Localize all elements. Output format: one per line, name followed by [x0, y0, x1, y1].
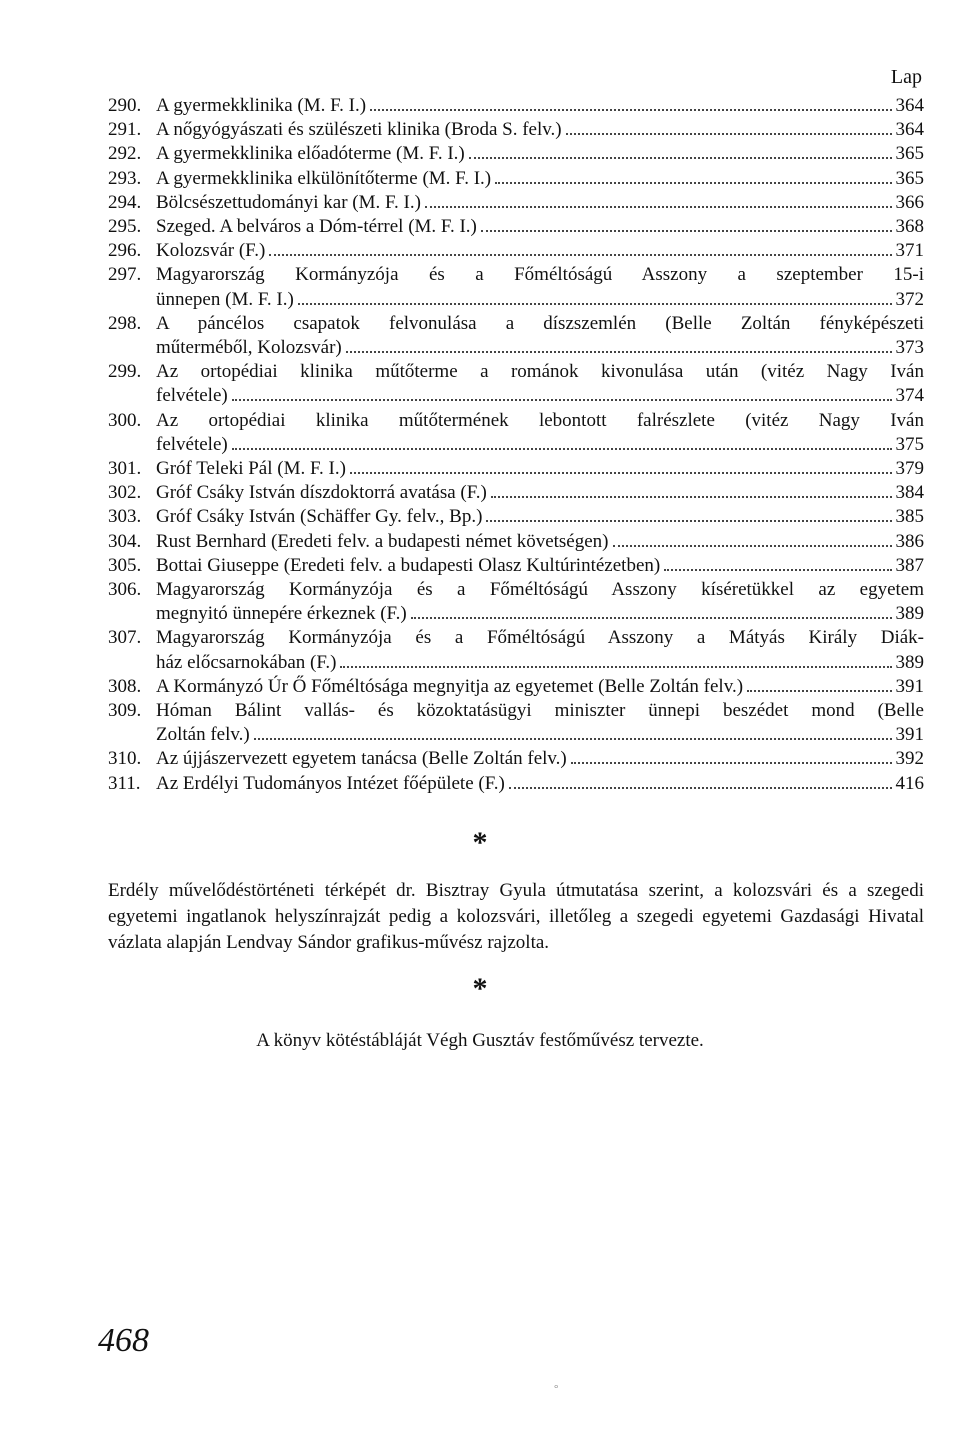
entry-title-text: Szeged. A belváros a Dóm-térrel (M. F. I.)	[156, 216, 477, 238]
entry-title-line: Az ortopédiai klinika műtőtermének lebontott falrészlete (vitéz Nagy Iván	[156, 409, 924, 431]
separator-star: *	[472, 972, 488, 1005]
entry-body	[156, 699, 924, 747]
toc-entry	[108, 94, 924, 118]
entry-body	[156, 481, 924, 505]
entry-title-last-line	[156, 288, 924, 312]
entry-title-text: Bölcsészettudományi kar (M. F. I.)	[156, 191, 421, 213]
entry-title-text: ház előcsarnokában (F.)	[156, 651, 337, 673]
entry-title-text: Gróf Csáky István (Schäffer Gy. felv., Bp.)	[156, 506, 483, 528]
entry-body	[156, 142, 924, 166]
dot-leader	[481, 229, 892, 232]
entry-title-last-line	[156, 602, 924, 626]
toc-entry	[108, 312, 924, 360]
entry-page-number: 389	[895, 603, 924, 625]
entry-page-number: 365	[895, 143, 924, 165]
toc-entry	[108, 167, 924, 191]
entry-number: 303.	[108, 506, 142, 528]
toc-entry	[108, 481, 924, 505]
entry-title-last-line	[156, 118, 924, 142]
toc-entry	[108, 699, 924, 747]
toc-entry	[108, 554, 924, 578]
entry-title-last-line	[156, 651, 924, 675]
entry-title-text: Rust Bernhard (Eredeti felv. a budapesti német követségen)	[156, 530, 609, 552]
entry-page-number: 374	[895, 385, 924, 407]
dot-leader	[232, 398, 892, 401]
toc-entry	[108, 747, 924, 771]
entry-body	[156, 747, 924, 771]
entry-number: 299.	[108, 361, 142, 383]
entry-page-number: 389	[895, 651, 924, 673]
entry-page-number: 366	[895, 191, 924, 213]
entry-number: 300.	[108, 409, 142, 431]
entry-title-line: Hóman Bálint vallás- és közoktatásügyi miniszter ünnepi beszédet mond (Belle	[156, 700, 924, 722]
entry-body	[156, 772, 924, 796]
entry-title-text: ünnepen (M. F. I.)	[156, 288, 294, 310]
entry-body	[156, 94, 924, 118]
entry-title-last-line	[156, 142, 924, 166]
entry-number: 296.	[108, 240, 142, 262]
entry-page-number: 364	[895, 119, 924, 141]
dot-leader	[495, 181, 891, 184]
entry-title-text: A Kormányzó Úr Ő Főméltósága megnyitja az egyetemet (Belle Zoltán felv.)	[156, 675, 744, 697]
entry-page-number: 371	[895, 240, 924, 262]
entry-title-last-line	[156, 554, 924, 578]
entry-number: 293.	[108, 167, 142, 189]
toc-entry	[108, 530, 924, 554]
dot-leader	[509, 786, 892, 789]
entry-title-text: Az újjászervezett egyetem tanácsa (Belle Zoltán felv.)	[156, 748, 567, 770]
entry-number: 294.	[108, 191, 142, 213]
dot-leader	[747, 689, 891, 692]
entry-number: 310.	[108, 748, 142, 770]
toc-entry	[108, 142, 924, 166]
dot-leader	[298, 302, 892, 305]
entry-title-text: műterméből, Kolozsvár)	[156, 337, 342, 359]
entry-title-line: Magyarország Kormányzója és a Főméltóságú Asszony kíséretükkel az egyetem	[156, 579, 924, 601]
entry-page-number: 416	[895, 772, 924, 794]
entry-title-last-line	[156, 530, 924, 554]
entry-title-last-line	[156, 336, 924, 360]
separator-star: *	[472, 826, 488, 859]
entry-body	[156, 578, 924, 626]
entry-title-last-line	[156, 457, 924, 481]
entry-page-number: 392	[895, 748, 924, 770]
entry-number: 290.	[108, 95, 142, 116]
entry-number: 311.	[108, 772, 141, 794]
entry-title-text: Gróf Csáky István díszdoktorrá avatása (F.)	[156, 482, 487, 504]
entry-body	[156, 554, 924, 578]
entry-title-text: Bottai Giuseppe (Eredeti felv. a budapesti Olasz Kultúrintézetben)	[156, 554, 661, 576]
entry-page-number: 385	[895, 506, 924, 528]
entry-body	[156, 530, 924, 554]
entry-number: 306.	[108, 579, 142, 601]
entry-title-last-line	[156, 384, 924, 408]
entry-number: 309.	[108, 700, 142, 722]
toc-entry	[108, 626, 924, 674]
dot-leader	[350, 471, 892, 474]
dot-leader	[613, 544, 892, 547]
dot-leader	[491, 495, 892, 498]
entry-body	[156, 409, 924, 457]
entry-body	[156, 167, 924, 191]
toc-entry	[108, 118, 924, 142]
dot-leader	[254, 737, 892, 740]
toc-entry	[108, 457, 924, 481]
print-mark: °	[554, 1383, 559, 1395]
entry-number: 297.	[108, 264, 142, 286]
entry-title-text: A nőgyógyászati és szülészeti klinika (Broda S. felv.)	[156, 119, 562, 141]
entry-page-number: 391	[895, 675, 924, 697]
entry-page-number: 365	[895, 167, 924, 189]
page-number: 468	[98, 1322, 149, 1359]
entry-body	[156, 457, 924, 481]
entry-page-number: 387	[895, 554, 924, 576]
entry-title-line: Az ortopédiai klinika műtőterme a románok kivonulása után (vitéz Nagy Iván	[156, 361, 924, 383]
entry-body	[156, 118, 924, 142]
toc-entry	[108, 360, 924, 408]
entry-title-text: A gyermekklinika elkülönítőterme (M. F. I.)	[156, 167, 492, 189]
entry-page-number: 386	[895, 530, 924, 552]
dot-leader	[411, 616, 892, 619]
toc-entry	[108, 191, 924, 215]
entry-number: 298.	[108, 312, 142, 334]
toc-entry	[108, 675, 924, 699]
dot-leader	[346, 350, 892, 353]
illustration-list	[108, 94, 924, 796]
dot-leader	[566, 132, 892, 135]
entry-title-text: megnyitó ünnepére érkeznek (F.)	[156, 603, 407, 625]
dot-leader	[340, 665, 891, 668]
entry-body	[156, 263, 924, 311]
entry-page-number: 375	[895, 433, 924, 455]
entry-title-last-line	[156, 675, 924, 699]
entry-body	[156, 215, 924, 239]
entry-title-text: A gyermekklinika előadóterme (M. F. I.)	[156, 143, 465, 165]
entry-title-text: Gróf Teleki Pál (M. F. I.)	[156, 458, 346, 480]
entry-number: 292.	[108, 143, 142, 165]
entry-title-text: Kolozsvár (F.)	[156, 240, 266, 262]
entry-title-last-line	[156, 747, 924, 771]
entry-number: 307.	[108, 627, 142, 649]
entry-title-line: A páncélos csapatok felvonulása a díszszemlén (Belle Zoltán fényképészeti	[156, 312, 924, 334]
toc-entry	[108, 263, 924, 311]
dot-leader	[425, 205, 892, 208]
entry-title-text: Zoltán felv.)	[156, 724, 250, 746]
entry-title-last-line	[156, 481, 924, 505]
entry-body	[156, 675, 924, 699]
entry-body	[156, 505, 924, 529]
entry-body	[156, 312, 924, 360]
toc-entry	[108, 239, 924, 263]
entry-title-line: Magyarország Kormányzója és a Főméltóságú Asszony a szeptember 15-i	[156, 264, 924, 286]
entry-page-number: 384	[895, 482, 924, 504]
entry-title-last-line	[156, 215, 924, 239]
dot-leader	[469, 156, 892, 159]
dot-leader	[571, 761, 892, 764]
entry-title-text: Az Erdélyi Tudományos Intézet főépülete (F.)	[156, 772, 505, 794]
entry-title-last-line	[156, 94, 924, 118]
dot-leader	[486, 519, 891, 522]
entry-number: 295.	[108, 216, 142, 238]
entry-page-number: 372	[895, 288, 924, 310]
entry-number: 291.	[108, 119, 142, 141]
dot-leader	[232, 447, 892, 450]
entry-title-last-line	[156, 505, 924, 529]
entry-title-last-line	[156, 433, 924, 457]
entry-body	[156, 360, 924, 408]
toc-entry	[108, 409, 924, 457]
entry-page-number: 373	[895, 337, 924, 359]
dot-leader	[664, 568, 891, 571]
entry-page-number: 368	[895, 216, 924, 238]
toc-entry	[108, 505, 924, 529]
entry-body	[156, 239, 924, 263]
page-column-header: Lap	[890, 66, 922, 88]
entry-body	[156, 191, 924, 215]
map-credits-paragraph: Erdély művelődéstörténeti térképét dr. Bisztray Gyula útmutatása szerint, a kolozsvári és a szegedi egyetemi ingatlanok helyszínrajzát pedig a kolozsvári, illetőleg a szegedi egyetemi Gazdasági Hivatal vázlata alapján Lendvay Sándor grafikus-művész rajzolta.	[108, 880, 924, 953]
entry-number: 305.	[108, 554, 142, 576]
entry-page-number: 391	[895, 724, 924, 746]
toc-entry	[108, 578, 924, 626]
entry-title-last-line	[156, 167, 924, 191]
entry-number: 304.	[108, 530, 142, 552]
entry-number: 308.	[108, 675, 142, 697]
entry-body	[156, 626, 924, 674]
entry-title-last-line	[156, 191, 924, 215]
entry-title-last-line	[156, 772, 924, 796]
entry-title-last-line	[156, 239, 924, 263]
dot-leader	[370, 108, 891, 111]
dot-leader	[269, 253, 891, 256]
entry-title-line: Magyarország Kormányzója és a Főméltóságú Asszony a Mátyás Király Diák-	[156, 627, 924, 649]
toc-entry	[108, 215, 924, 239]
entry-page-number: 379	[895, 458, 924, 480]
toc-entry	[108, 772, 924, 796]
cover-design-note: A könyv kötéstábláját Végh Gusztáv festőművész tervezte.	[256, 1030, 704, 1051]
entry-page-number: 364	[895, 95, 924, 116]
entry-number: 301.	[108, 458, 142, 480]
entry-title-last-line	[156, 723, 924, 747]
entry-title-text: felvétele)	[156, 433, 228, 455]
entry-title-text: felvétele)	[156, 385, 228, 407]
entry-title-text: A gyermekklinika (M. F. I.)	[156, 95, 367, 116]
entry-number: 302.	[108, 482, 142, 504]
